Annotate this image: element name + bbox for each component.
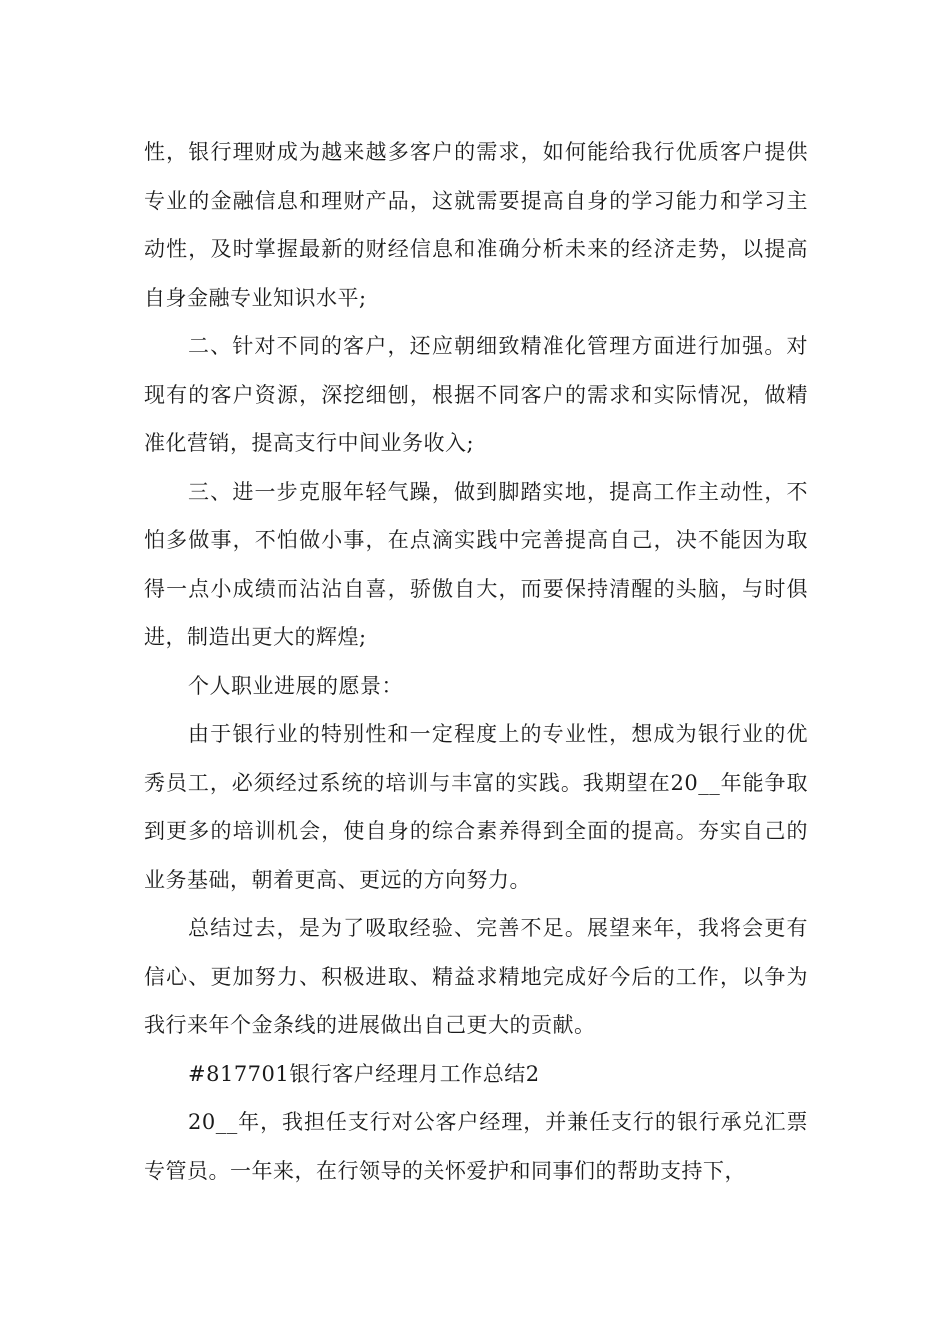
paragraph-item-three: 三、进一步克服年轻气躁，做到脚踏实地，提高工作主动性，不怕多做事，不怕做小事，在点滴实践中完善提高自己，决不能因为取得一点小成绩而沾沾自喜，骄傲自大，而要保持清醒的头脑，与时俱进，制造出更大的辉煌; bbox=[144, 479, 808, 649]
paragraph-summary: 总结过去，是为了吸取经验、完善不足。展望来年，我将会更有信心、更加努力、积极进取、精益求精地完成好今后的工作，以争为我行来年个金条线的进展做出自己更大的贡献。 bbox=[144, 916, 808, 1037]
document-body bbox=[144, 128, 808, 1195]
paragraph-continued: 性，银行理财成为越来越多客户的需求，如何能给我行优质客户提供专业的金融信息和理财产品，这就需要提高自身的学习能力和学习主动性，及时掌握最新的财经信息和准确分析未来的经济走势，以提高自身金融专业知识水平; bbox=[144, 140, 808, 310]
paragraph-career-vision-heading: 个人职业进展的愿景： bbox=[188, 673, 403, 698]
paragraph-section-two-intro: 20__年，我担任支行对公客户经理，并兼任支行的银行承兑汇票专管员。一年来，在行领导的关怀爱护和同事们的帮助支持下， bbox=[144, 1110, 808, 1183]
paragraph-career-vision: 由于银行业的特别性和一定程度上的专业性，想成为银行业的优秀员工，必须经过系统的培训与丰富的实践。我期望在20__年能争取到更多的培训机会，使自身的综合素养得到全面的提高。夯实自己的业务基础，朝着更高、更远的方向努力。 bbox=[144, 722, 808, 892]
paragraph-item-two: 二、针对不同的客户，还应朝细致精准化管理方面进行加强。对现有的客户资源，深挖细刨，根据不同客户的需求和实际情况，做精准化营销，提高支行中间业务收入; bbox=[144, 334, 808, 455]
section-title: #817701银行客户经理月工作总结2 bbox=[188, 1061, 540, 1086]
